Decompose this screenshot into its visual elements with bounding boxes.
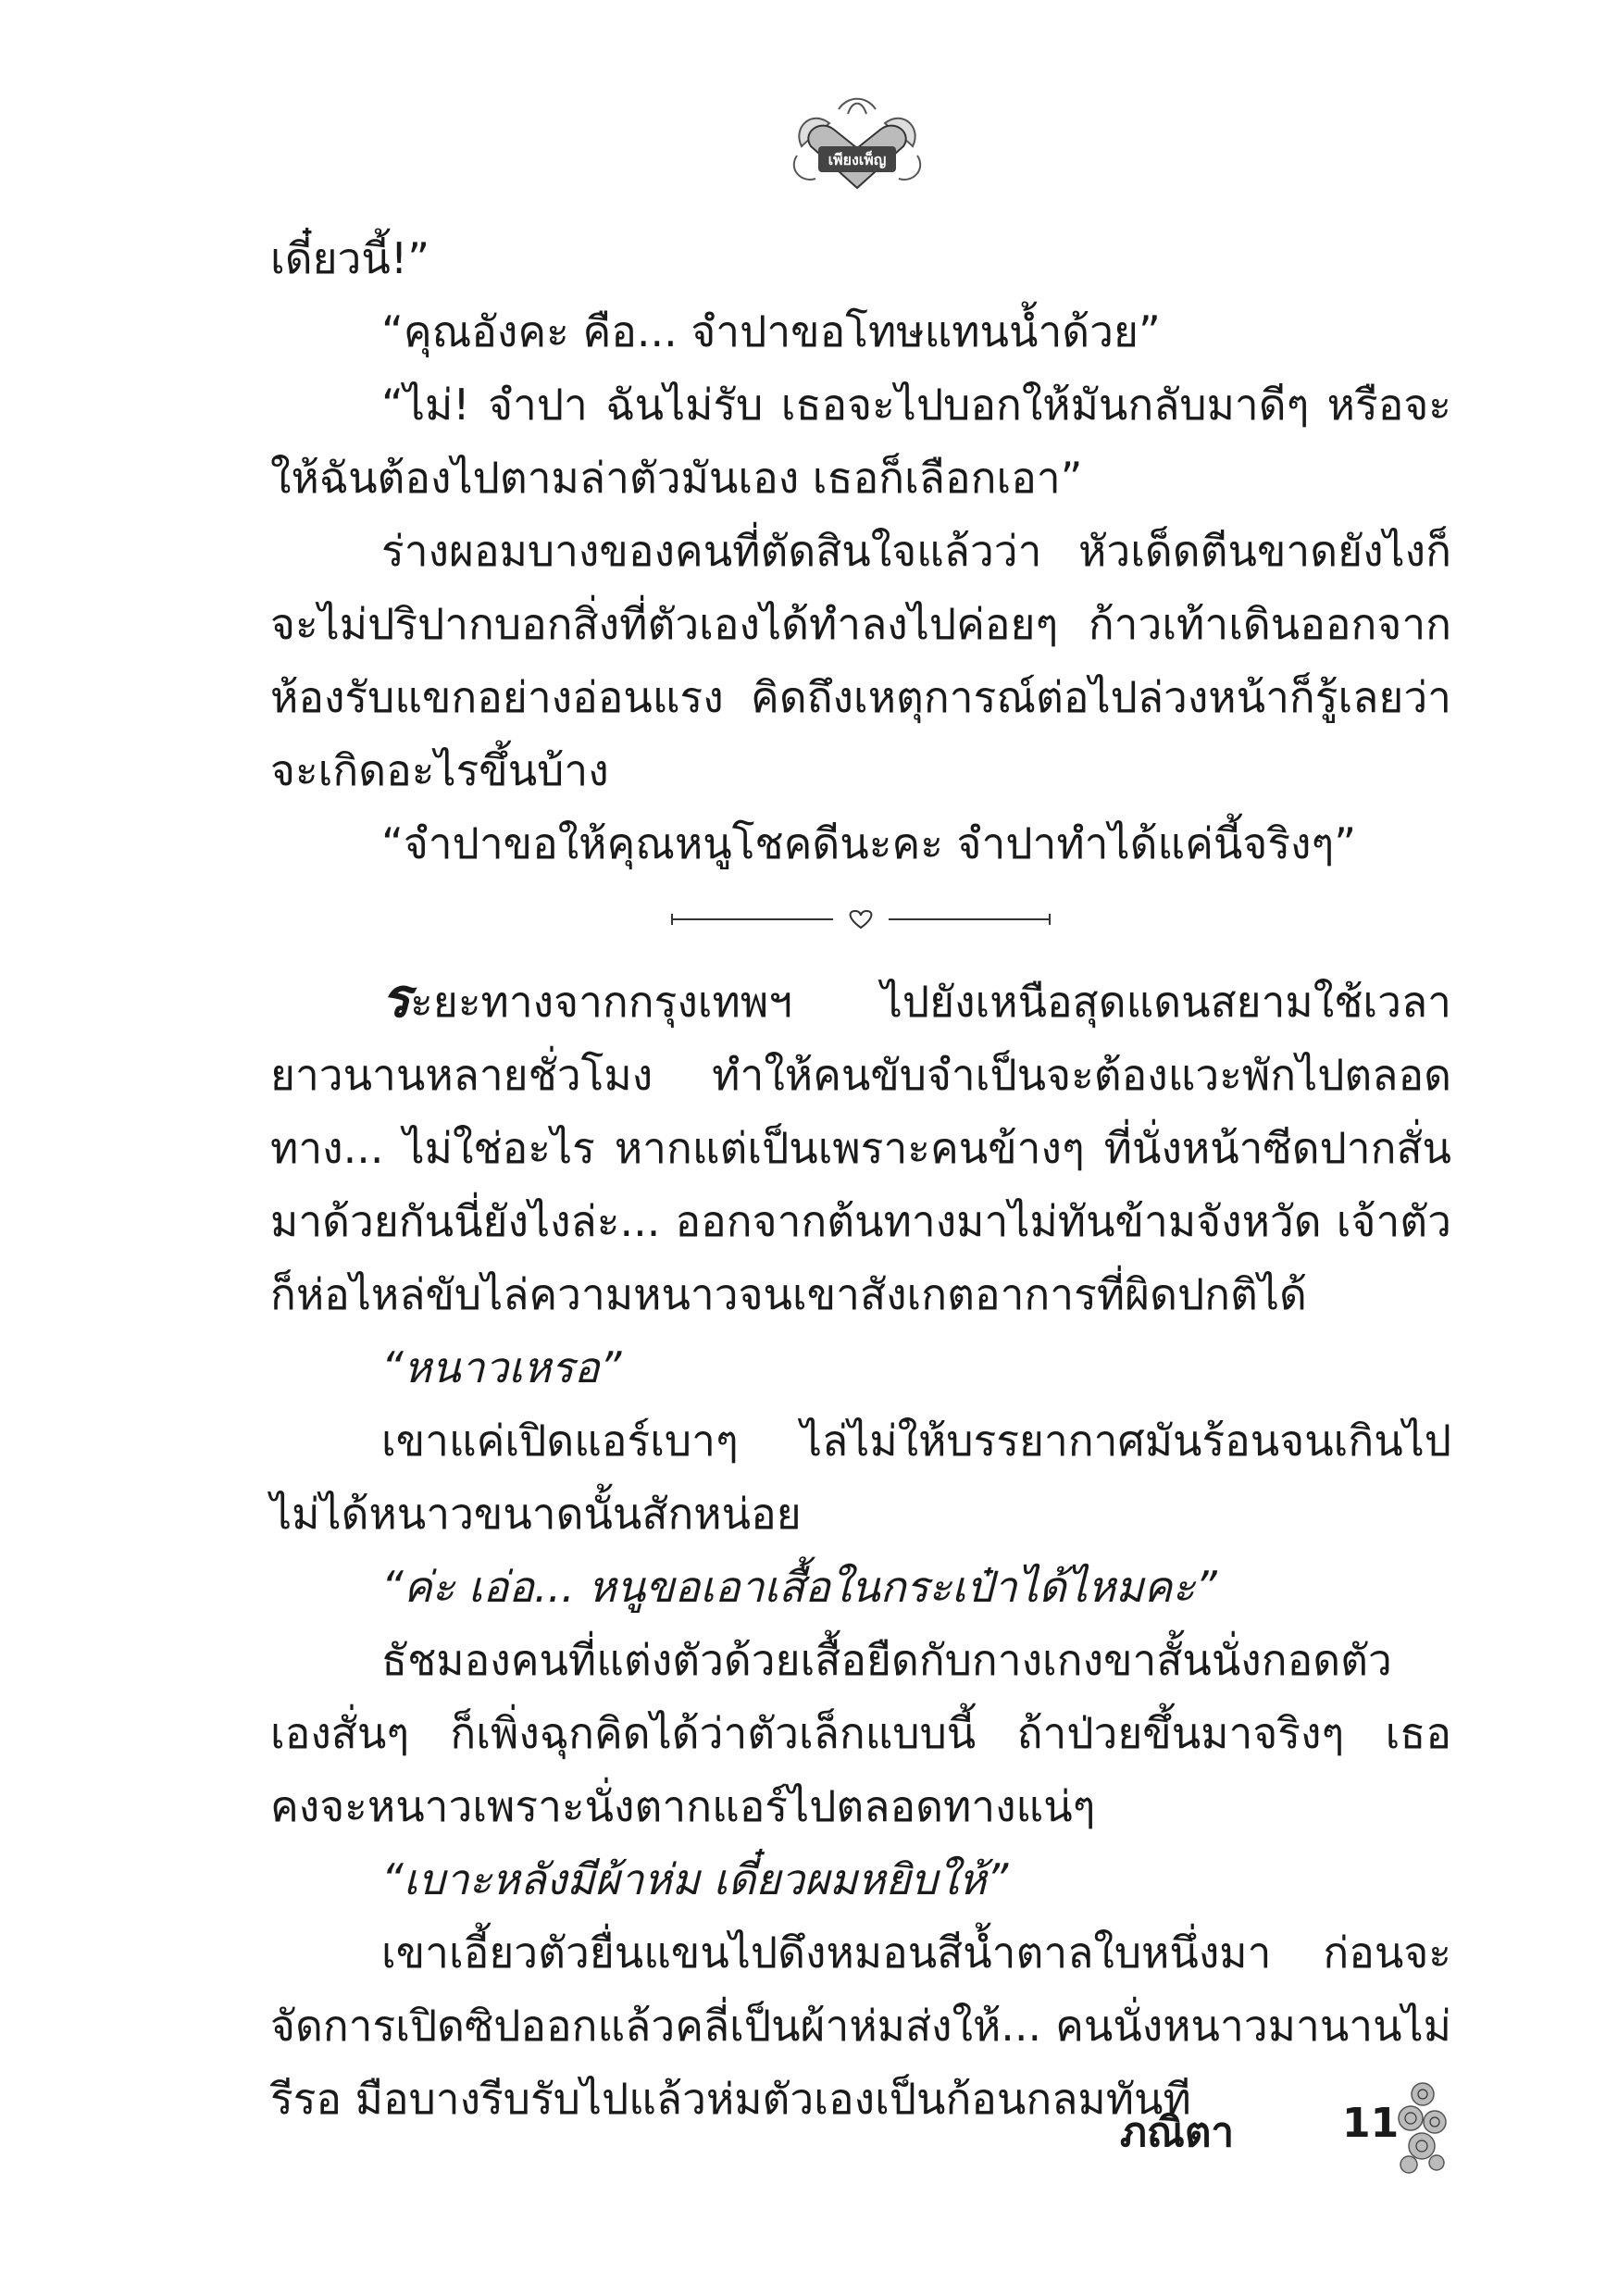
- paragraph: [270, 962, 1451, 1331]
- book-emblem-logo: [783, 91, 931, 202]
- page-number: 11: [1342, 2100, 1400, 2147]
- paragraph: เขาเอี้ยวตัวยื่นแขนไปดึงหมอนสีน้ำตาลใบหนึ่งมา ก่อนจะจัดการเปิดซิปออกแล้วคลี่เป็นผ้าห่มส่งให้... คนนั่งหนาวมานานไม่รีรอ มือบางรีบรับไปแล้วห่มตัวเองเป็นก้อนกลมทันที: [270, 1928, 1451, 2124]
- paragraph: ร่างผอมบางของคนที่ตัดสินใจแล้วว่า หัวเด็ดตีนขาดยังไงก็จะไม่ปริปากบอกสิ่งที่ตัวเองได้ทำลงไปค่อยๆ ก้าวเท้าเดินออกจากห้องรับแขกอย่างอ่อนแรง คิดถึงเหตุการณ์ต่อไปล่วงหน้าก็รู้เลยว่าจะเกิดอะไรขึ้นบ้าง: [270, 526, 1451, 795]
- section-divider: [270, 892, 1451, 947]
- paragraph: “จำปาขอให้คุณหนูโชคดีนะคะ จำปาทำได้แค่นี้จริงๆ”: [381, 818, 1357, 868]
- flower-ornament-icon: [1390, 2074, 1455, 2176]
- drop-cap: ร: [381, 967, 411, 1029]
- paragraph: “ไม่! จำปา ฉันไม่รับ เธอจะไปบอกให้มันกลับมาดีๆ หรือจะให้ฉันต้องไปตามล่าตัวมันเอง เธอก็เลือกเอา”: [270, 380, 1451, 503]
- paragraph: “ค่ะ เอ่อ... หนูขอเอาเสื้อในกระเป๋าได้ไหมคะ”: [381, 1562, 1217, 1612]
- heart-divider-icon: [666, 905, 1055, 933]
- paragraph: เขาแค่เปิดแอร์เบาๆ ไล่ไม่ให้บรรยากาศมันร้อนจนเกินไป ไม่ได้หนาวขนาดนั้นสักหน่อย: [270, 1416, 1451, 1539]
- paragraph: “หนาวเหรอ”: [381, 1342, 622, 1392]
- logo-text: เพียงเพ็ญ: [828, 151, 887, 168]
- paragraph: “คุณอังคะ คือ... จำปาขอโทษแทนน้ำด้วย”: [381, 306, 1161, 356]
- paragraph: เดี๋ยวนี้!”: [270, 233, 430, 283]
- paragraph: ธัชมองคนที่แต่งตัวด้วยเสื้อยืดกับกางเกงขาสั้นนั่งกอดตัวเองสั่นๆ ก็เพิ่งฉุกคิดได้ว่าตัวเล็กแบบนี้ ถ้าป่วยขึ้นมาจริงๆ เธอคงจะหนาวเพราะนั่งตากแอร์ไปตลอดทางแน่ๆ: [270, 1635, 1451, 1831]
- paragraph-text: ะยะทางจากกรุงเทพฯ ไปยังเหนือสุดแดนสยามใช้เวลายาวนานหลายชั่วโมง ทำให้คนขับจำเป็นจะต้องแวะพักไปตลอดทาง... ไม่ใช่อะไร หากแต่เป็นเพราะคนข้างๆ ที่นั่งหน้าซีดปากสั่นมาด้วยกันนี่ยังไงล่ะ... ออกจากต้นทางมาไม่ทันข้ามจังหวัด เจ้าตัวก็ห่อไหล่ขับไล่ความหนาวจนเขาสังเกตอาการที่ผิดปกติได้: [270, 977, 1451, 1319]
- paragraph: “เบาะหลังมีผ้าห่ม เดี๋ยวผมหยิบให้”: [381, 1854, 1009, 1904]
- page-content: [270, 222, 1451, 2136]
- book-title: ภณิตา: [1120, 2109, 1235, 2156]
- page-footer: [1092, 2074, 1462, 2185]
